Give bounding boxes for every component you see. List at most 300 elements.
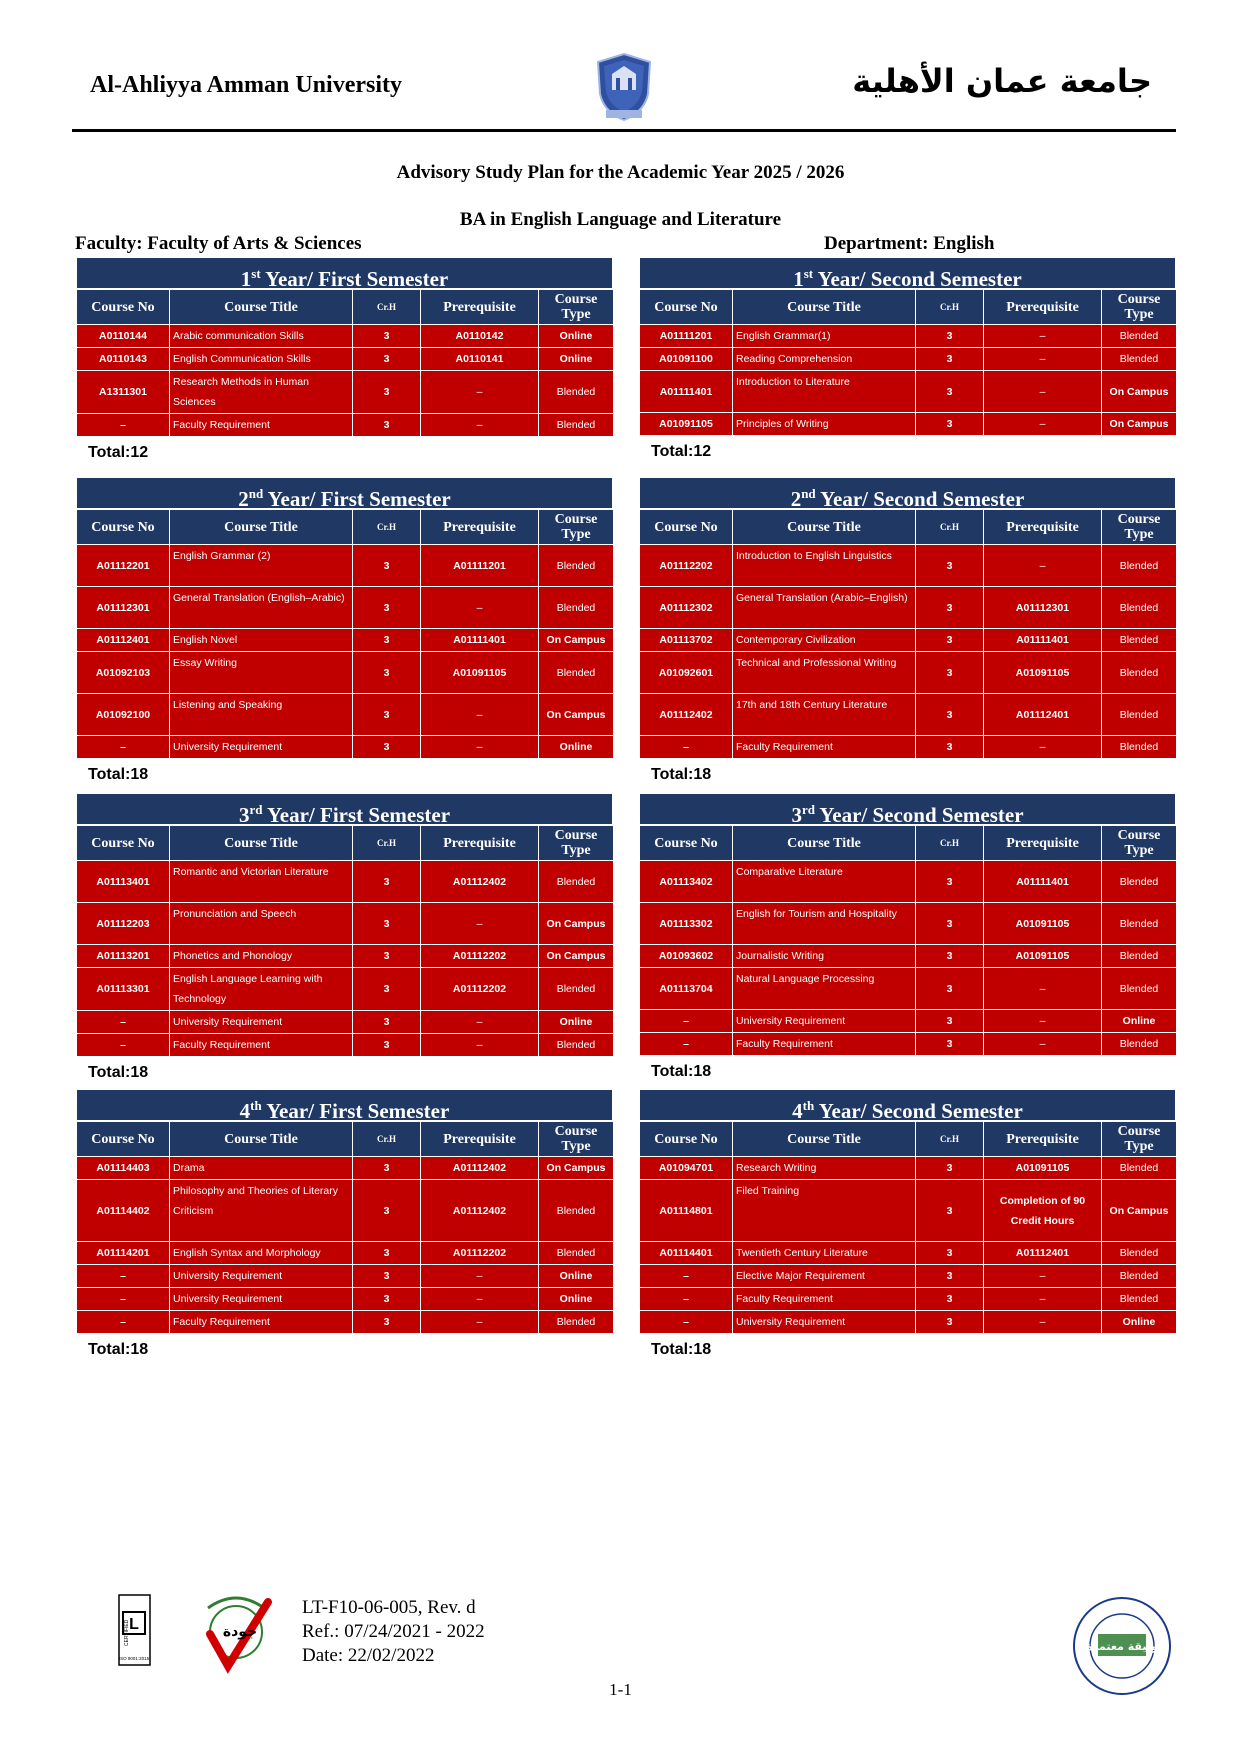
header-course-no: Course No [77,510,170,545]
prerequisite: – [984,545,1102,587]
semester-title-text: Year/ First Semester [266,803,451,827]
course-title: Faculty Requirement [733,1288,916,1311]
header-prerequisite: Prerequisite [984,290,1102,325]
course-title: Research Methods in Human Sciences [170,371,353,414]
course-code: A01113302 [640,903,733,945]
course-code: – [77,1034,170,1057]
course-type: On Campus [1102,371,1177,413]
total-label: Total: [88,1341,131,1358]
header-course-type: Course Type [539,826,614,861]
course-title: Introduction to English Linguistics [733,545,916,587]
university-name-en: Al-Ahliyya Amman University [90,72,402,98]
table-row [77,1288,614,1311]
course-table [76,289,614,437]
header-course-no: Course No [77,1122,170,1157]
semester-title [639,257,1176,289]
prerequisite: – [984,371,1102,413]
table-row [77,903,614,945]
table-row [77,587,614,629]
course-code: – [77,736,170,759]
course-code: – [640,1010,733,1033]
credit-hours: 3 [916,348,984,371]
course-title: Natural Language Processing [733,968,916,1010]
form-reference [302,1596,485,1668]
prerequisite: – [984,1010,1102,1033]
course-code: A01113702 [640,629,733,652]
course-type: On Campus [539,903,614,945]
table-row [77,861,614,903]
course-title: English Communication Skills [170,348,353,371]
course-type: Blended [1102,587,1177,629]
header-course-no: Course No [77,290,170,325]
course-code: A01113704 [640,968,733,1010]
header-prerequisite: Prerequisite [421,826,539,861]
course-type: Blended [539,371,614,414]
table-row [640,348,1177,371]
course-code: A01114801 [640,1180,733,1242]
course-code: A01112201 [77,545,170,587]
credit-hours: 3 [916,736,984,759]
table-row [77,694,614,736]
credit-hours: 3 [916,968,984,1010]
course-code: A01092100 [77,694,170,736]
credit-hours: 3 [916,413,984,436]
header-course-no: Course No [640,510,733,545]
prerequisite: – [421,414,539,437]
course-code: A01113402 [640,861,733,903]
header-course-no: Course No [640,1122,733,1157]
course-type: Blended [1102,348,1177,371]
table-row [640,325,1177,348]
table-row [77,325,614,348]
course-code: – [640,1265,733,1288]
table-row [77,1034,614,1057]
semester-ordinal: 4 [239,1099,251,1123]
credit-hours: 3 [916,1157,984,1180]
course-code: A1311301 [77,371,170,414]
header-crh: Cr.H [353,290,421,325]
table-row [640,861,1177,903]
course-code: A01114201 [77,1242,170,1265]
course-type: Blended [1102,1033,1177,1056]
prerequisite: – [984,325,1102,348]
form-ref: Ref.: 07/24/2021 - 2022 [302,1621,485,1642]
course-title: University Requirement [733,1010,916,1033]
course-type: Blended [1102,1265,1177,1288]
course-code: A01113401 [77,861,170,903]
header-crh: Cr.H [916,510,984,545]
prerequisite: A01112402 [421,1180,539,1242]
course-code: – [640,1033,733,1056]
prerequisite: A01091105 [984,903,1102,945]
svg-text:L: L [129,1616,139,1633]
semester-block [639,793,1176,1081]
course-code: A01091105 [640,413,733,436]
course-code: – [77,1265,170,1288]
course-title: Drama [170,1157,353,1180]
total-value: 18 [130,766,149,783]
table-row [77,371,614,414]
credit-hours: 3 [916,945,984,968]
semester-block [76,257,613,462]
prerequisite: – [421,1034,539,1057]
semester-total [651,766,1176,784]
header-course-title: Course Title [733,290,916,325]
prerequisite: A01111201 [421,545,539,587]
table-row [77,652,614,694]
course-type: Blended [539,414,614,437]
course-code: A0110143 [77,348,170,371]
credit-hours: 3 [916,861,984,903]
prerequisite: A01111401 [984,629,1102,652]
prerequisite: – [421,1288,539,1311]
semester-ordinal: 3 [791,803,802,827]
semester-total [88,1341,613,1359]
prerequisite: – [984,736,1102,759]
course-title: Romantic and Victorian Literature [170,861,353,903]
prerequisite: – [421,903,539,945]
header-course-type: Course Type [1102,826,1177,861]
course-code: A01112401 [77,629,170,652]
credit-hours: 3 [916,1180,984,1242]
prerequisite: – [984,1033,1102,1056]
course-table [76,509,614,759]
semester-title-text: Year/ Second Semester [817,267,1022,291]
header-course-title: Course Title [733,826,916,861]
course-title: Pronunciation and Speech [170,903,353,945]
course-title: 17th and 18th Century Literature [733,694,916,736]
header-prerequisite: Prerequisite [421,1122,539,1157]
semester-title-text: Year/ Second Semester [818,1099,1023,1123]
semester-ordinal-suffix: st [803,266,814,281]
course-code: A01091100 [640,348,733,371]
table-row [77,1180,614,1242]
credit-hours: 3 [353,1157,421,1180]
header-course-type: Course Type [1102,1122,1177,1157]
course-type: Blended [1102,1242,1177,1265]
table-row [77,629,614,652]
prerequisite: A01091105 [421,652,539,694]
credit-hours: 3 [353,968,421,1011]
total-label: Total: [651,766,694,783]
course-type: Blended [1102,652,1177,694]
credit-hours: 3 [353,1288,421,1311]
semester-block [639,477,1176,784]
course-type: Online [1102,1311,1177,1334]
course-code: A01112301 [77,587,170,629]
credit-hours: 3 [353,903,421,945]
course-type: Blended [1102,861,1177,903]
credit-hours: 3 [916,1033,984,1056]
course-type: Blended [1102,945,1177,968]
prerequisite: – [984,413,1102,436]
total-label: Total: [88,1064,131,1081]
course-title: Comparative Literature [733,861,916,903]
header-prerequisite: Prerequisite [421,510,539,545]
credit-hours: 3 [353,1011,421,1034]
course-title: Faculty Requirement [733,1033,916,1056]
prerequisite: – [984,1265,1102,1288]
credit-hours: 3 [916,1265,984,1288]
semester-title [76,257,613,289]
course-code: A01111401 [640,371,733,413]
prerequisite: A01112202 [421,1242,539,1265]
semester-block [76,1089,613,1359]
semester-title-text: Year/ First Semester [266,1099,450,1123]
course-code: – [77,1011,170,1034]
course-type: On Campus [539,629,614,652]
course-table [76,1121,614,1334]
semester-total [88,1064,613,1082]
header-crh: Cr.H [353,826,421,861]
semester-total [651,443,1176,461]
course-type: Blended [539,968,614,1011]
semester-ordinal-suffix: rd [249,802,263,817]
course-code: – [640,1311,733,1334]
course-type: Blended [539,1034,614,1057]
total-value: 18 [693,766,712,783]
semester-ordinal: 3 [238,803,250,827]
course-type: Online [539,736,614,759]
credit-hours: 3 [916,652,984,694]
course-title: Contemporary Civilization [733,629,916,652]
header-course-title: Course Title [170,1122,353,1157]
lr-iso-text: ISO 9001:2015 [118,1656,150,1661]
header-crh: Cr.H [916,1122,984,1157]
prerequisite: – [421,736,539,759]
header-course-type: Course Type [539,510,614,545]
prerequisite: A01111401 [984,861,1102,903]
jawda-quality-logo-icon [198,1588,274,1676]
table-row [640,371,1177,413]
course-type: Blended [1102,629,1177,652]
prerequisite: – [421,1311,539,1334]
course-code: – [77,414,170,437]
prerequisite: A01091105 [984,945,1102,968]
credit-hours: 3 [353,652,421,694]
course-title: Research Writing [733,1157,916,1180]
credit-hours: 3 [353,348,421,371]
course-type: On Campus [539,1157,614,1180]
course-title: English Syntax and Morphology [170,1242,353,1265]
table-row [77,545,614,587]
table-row [77,968,614,1011]
credit-hours: 3 [916,903,984,945]
table-row [640,545,1177,587]
prerequisite: A01112402 [421,1157,539,1180]
course-type: Online [539,325,614,348]
header-prerequisite: Prerequisite [421,290,539,325]
course-title: University Requirement [170,1288,353,1311]
course-type: Online [539,1265,614,1288]
semester-block [76,477,613,784]
semester-ordinal: 2 [238,487,249,511]
semester-title [639,477,1176,509]
header-course-no: Course No [640,826,733,861]
prerequisite: A01112401 [984,1242,1102,1265]
credit-hours: 3 [916,545,984,587]
course-title: Journalistic Writing [733,945,916,968]
table-row [640,413,1177,436]
course-code: A01092601 [640,652,733,694]
header-prerequisite: Prerequisite [984,1122,1102,1157]
header-course-title: Course Title [170,826,353,861]
credit-hours: 3 [916,1288,984,1311]
course-title: Filed Training [733,1180,916,1242]
prerequisite: A0110141 [421,348,539,371]
table-row [77,1157,614,1180]
course-type: Blended [1102,545,1177,587]
course-type: Online [1102,1010,1177,1033]
semester-total [88,444,613,462]
prerequisite: A01112402 [421,861,539,903]
course-type: Blended [1102,903,1177,945]
table-row [77,348,614,371]
prerequisite: – [421,1265,539,1288]
course-table [639,825,1177,1056]
table-row [640,1033,1177,1056]
semester-ordinal-suffix: nd [248,486,264,501]
semester-title [76,1089,613,1121]
page-header [72,50,1172,130]
semester-title-text: Year/ First Semester [265,267,449,291]
course-title: Faculty Requirement [170,1311,353,1334]
table-row [640,1180,1177,1242]
course-table [76,825,614,1057]
course-type: Blended [539,1311,614,1334]
course-title: General Translation (English–Arabic) [170,587,353,629]
table-row [640,1157,1177,1180]
course-code: A01114401 [640,1242,733,1265]
credit-hours: 3 [353,325,421,348]
stamp-text: وثيقة معتمدة [1086,1640,1158,1653]
table-row [640,903,1177,945]
credit-hours: 3 [916,587,984,629]
semester-title [639,1089,1176,1121]
course-type: Online [539,1288,614,1311]
course-type: Online [539,348,614,371]
semester-total [88,766,613,784]
header-crh: Cr.H [916,826,984,861]
semester-title [76,477,613,509]
header-course-title: Course Title [733,1122,916,1157]
course-type: Blended [539,545,614,587]
course-table [639,1121,1177,1334]
course-type: On Campus [539,694,614,736]
table-row [640,652,1177,694]
course-type: On Campus [539,945,614,968]
table-row [640,1265,1177,1288]
program-title: BA in English Language and Literature [459,209,782,230]
total-value: 12 [130,444,149,461]
credit-hours: 3 [353,1180,421,1242]
prerequisite: A01112202 [421,968,539,1011]
course-type: Blended [1102,736,1177,759]
table-row [640,1010,1177,1033]
credit-hours: 3 [353,945,421,968]
header-crh: Cr.H [353,510,421,545]
table-row [640,1242,1177,1265]
course-type: On Campus [1102,1180,1177,1242]
university-name-ar: جامعة عمان الأهلية [852,62,1152,100]
course-title: University Requirement [170,736,353,759]
table-row [640,694,1177,736]
total-label: Total: [651,443,694,460]
semester-ordinal: 2 [790,487,802,511]
university-crest-icon [592,50,656,124]
credit-hours: 3 [353,1311,421,1334]
course-code: A01113301 [77,968,170,1011]
prerequisite: Completion of 90 Credit Hours [984,1180,1102,1242]
course-code: A01112402 [640,694,733,736]
course-code: A01114403 [77,1157,170,1180]
credit-hours: 3 [353,371,421,414]
course-code: A01111201 [640,325,733,348]
semester-block [639,257,1176,461]
course-code: – [77,1311,170,1334]
course-type: Blended [539,861,614,903]
prerequisite: – [984,1311,1102,1334]
credit-hours: 3 [916,1010,984,1033]
header-course-type: Course Type [1102,290,1177,325]
credit-hours: 3 [916,629,984,652]
course-title: English Language Learning with Technology [170,968,353,1011]
course-type: Blended [1102,694,1177,736]
table-row [640,945,1177,968]
semester-ordinal-suffix: nd [801,486,816,501]
course-title: Introduction to Literature [733,371,916,413]
header-course-title: Course Title [170,510,353,545]
course-title: Essay Writing [170,652,353,694]
course-title: English for Tourism and Hospitality [733,903,916,945]
prerequisite: A01091105 [984,1157,1102,1180]
course-table [639,509,1177,759]
course-type: Blended [1102,1288,1177,1311]
table-row [640,1288,1177,1311]
course-title: Philosophy and Theories of Literary Criticism [170,1180,353,1242]
course-code: A01093602 [640,945,733,968]
course-code: A01112202 [640,545,733,587]
course-type: Online [539,1011,614,1034]
header-crh: Cr.H [353,1122,421,1157]
prerequisite: A0110142 [421,325,539,348]
semester-ordinal: 1 [793,267,804,291]
prerequisite: A01111401 [421,629,539,652]
total-value: 12 [693,443,712,460]
semester-total [651,1063,1176,1081]
total-label: Total: [651,1063,694,1080]
header-course-title: Course Title [733,510,916,545]
header-prerequisite: Prerequisite [984,510,1102,545]
semester-title [639,793,1176,825]
credit-hours: 3 [353,629,421,652]
credit-hours: 3 [353,1242,421,1265]
credit-hours: 3 [353,694,421,736]
total-value: 18 [130,1064,149,1081]
total-value: 18 [693,1341,712,1358]
credit-hours: 3 [353,1265,421,1288]
credit-hours: 3 [353,861,421,903]
semester-title-text: Year/ Second Semester [819,803,1024,827]
prerequisite: A01112202 [421,945,539,968]
header-prerequisite: Prerequisite [984,826,1102,861]
semester-ordinal: 1 [240,267,252,291]
semester-title-text: Year/ First Semester [267,487,451,511]
header-course-type: Course Type [539,1122,614,1157]
semester-ordinal: 4 [792,1099,803,1123]
department-label: Department: English [824,233,995,254]
prerequisite: – [421,587,539,629]
